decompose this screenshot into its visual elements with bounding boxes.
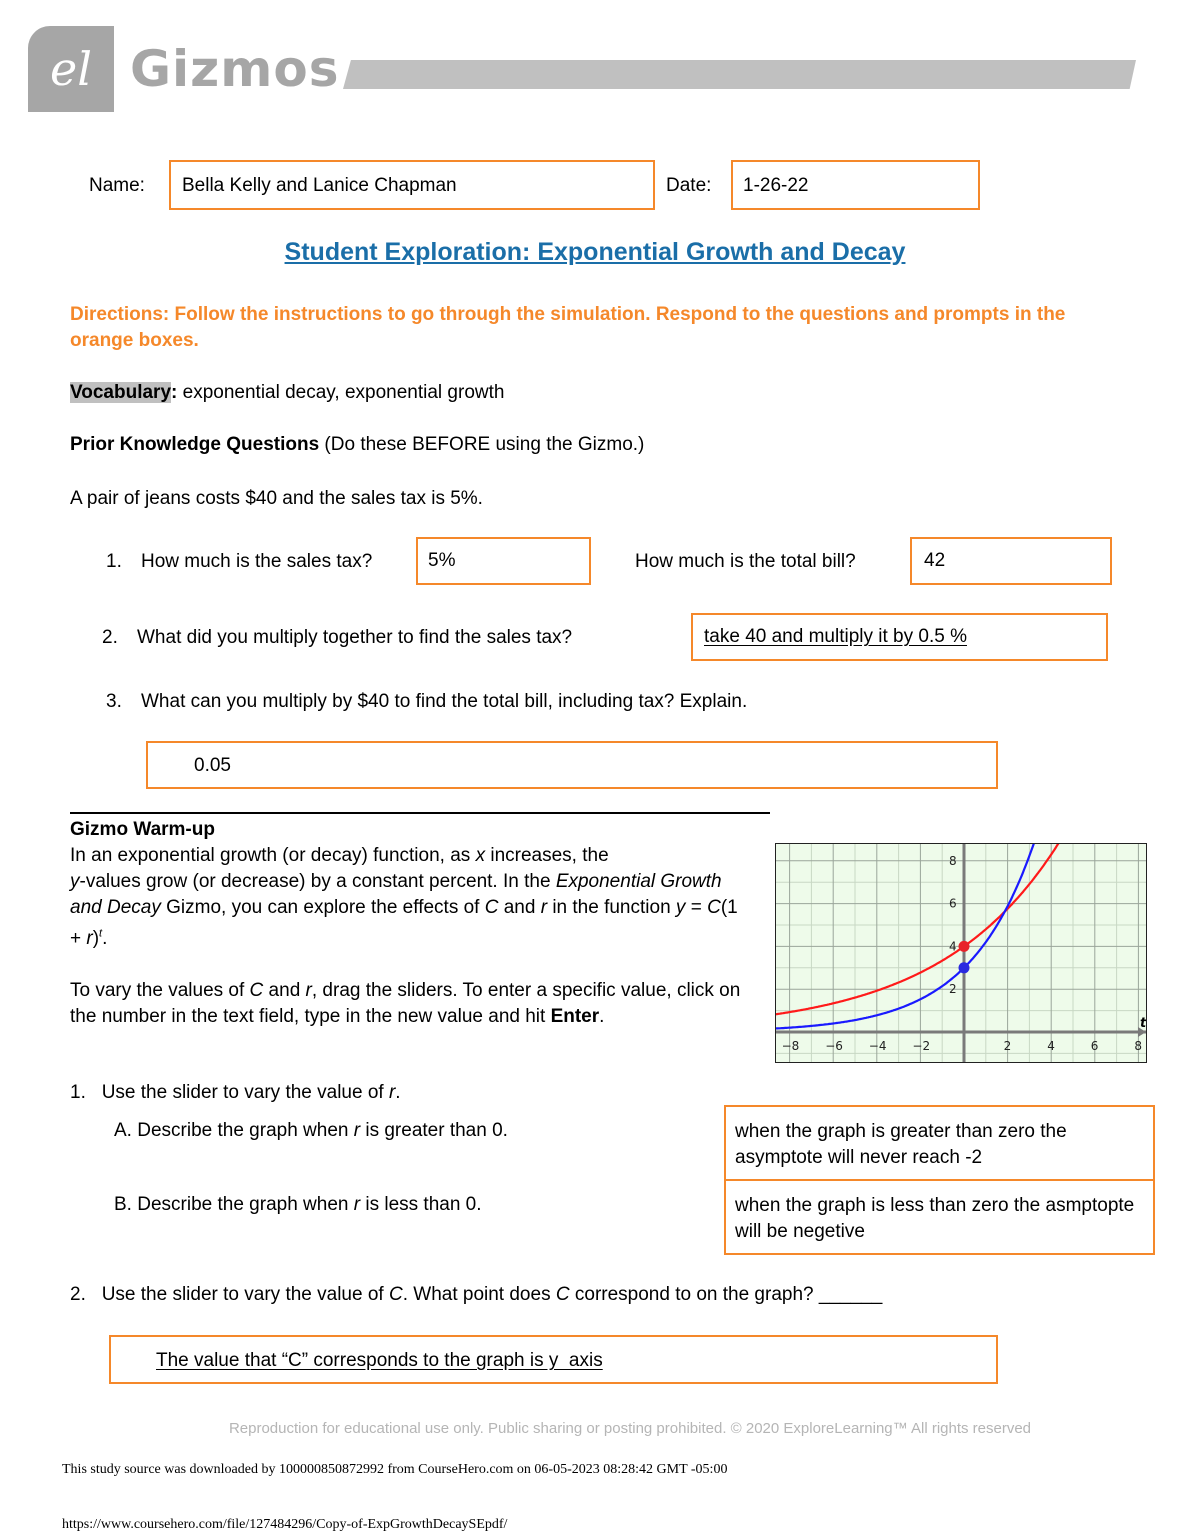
directions: Directions: Follow the instructions to go through the simulation. Respond to the questions and prompts in the orange boxes. [70, 304, 1066, 351]
warmup-heading: Gizmo Warm-up [70, 819, 215, 840]
vocabulary-colon: : [171, 382, 178, 403]
svg-text:8: 8 [949, 853, 957, 868]
r-greater-answer: when the graph is greater than zero the asymptote will never reach -2 [735, 1121, 1067, 1168]
r-greater-answer-field[interactable] [724, 1105, 1155, 1181]
svg-text:2: 2 [1003, 1039, 1012, 1053]
warmup-q1: 1. Use the slider to vary the value of r. [70, 1082, 401, 1103]
svg-text:−4: −4 [868, 1039, 887, 1053]
vocabulary-label: Vocabulary [70, 382, 172, 403]
pk-q1-question-b: How much is the total bill? [635, 551, 856, 572]
svg-text:−6: −6 [825, 1039, 843, 1053]
total-multiplier-answer-field[interactable] [146, 741, 998, 789]
date-field[interactable] [731, 160, 980, 210]
c-point-answer: The value that “C” corresponds to the graph is y axis [156, 1350, 603, 1371]
logo-glyph-icon: el [50, 42, 92, 96]
pk-q2-question: What did you multiply together to find the sales tax? [137, 627, 573, 648]
sales-tax-answer-field[interactable] [416, 537, 591, 585]
vocabulary-terms: exponential decay, exponential growth [177, 382, 505, 403]
section-divider [70, 812, 770, 814]
pk-q2-number: 2. [102, 627, 118, 648]
warmup-q1b: B. Describe the graph when r is less than 0. [114, 1194, 482, 1215]
date-value: 1-26-22 [743, 175, 809, 196]
page-title: Student Exploration: Exponential Growth and Decay [284, 238, 906, 266]
svg-text:4: 4 [1047, 1039, 1055, 1053]
blue-point-c [959, 962, 970, 973]
svg-text:−8: −8 [781, 1039, 800, 1053]
svg-text:4: 4 [949, 939, 957, 954]
t-axis-label: t [1140, 1016, 1146, 1031]
pk-q1-question-a: How much is the sales tax? [141, 551, 373, 572]
name-field[interactable] [169, 160, 655, 210]
prior-knowledge-heading [70, 432, 644, 458]
multiply-answer: take 40 and multiply it by 0.5 % [704, 626, 967, 647]
exponential-graph [775, 843, 1147, 1063]
pk-q3-number: 3. [106, 691, 122, 712]
gizmos-brand: Gizmos [130, 40, 340, 98]
warmup-para1: In an exponential growth (or decay) function, as x increases, the y-values grow (or decrease) by a constant percent. In the Exponential Growth and Decay Gizmo, you can explore the effects of C and r in the function $y = C(1 + r)^t$. [70, 845, 738, 950]
total-bill-answer: 42 [924, 550, 946, 571]
pk-q3-question: What can you multiply by $40 to find the total bill, including tax? Explain. [141, 691, 748, 712]
multiply-answer-field[interactable] [691, 613, 1108, 661]
warmup-q1a: A. Describe the graph when r is greater than 0. [114, 1120, 508, 1141]
red-point-c [959, 941, 970, 952]
warmup-q2: 2. Use the slider to vary the value of C. What point does C correspond to on the graph? ______ [70, 1284, 883, 1305]
svg-text:−2: −2 [912, 1039, 931, 1053]
blue-curve [776, 844, 1038, 1029]
name-label: Name: [89, 175, 145, 196]
svg-text:6: 6 [1090, 1039, 1099, 1053]
svg-text:2: 2 [949, 982, 957, 997]
warmup-para2: To vary the values of C and r, drag the sliders. To enter a specific value, click on the number in the text field, type in the new value and hit Enter. [70, 980, 741, 1028]
download-note: This study source was downloaded by 100000850872992 from CourseHero.com on 06-05-2023 08:28:42 GMT -05:00 [62, 1462, 728, 1477]
prior-knowledge-intro: A pair of jeans costs $40 and the sales tax is 5%. [70, 488, 483, 509]
total-multiplier-answer: 0.05 [194, 755, 231, 776]
c-point-answer-field[interactable] [109, 1335, 998, 1384]
svg-text:8: 8 [1134, 1039, 1143, 1053]
r-less-answer: when the graph is less than zero the asmptopte will be negetive [735, 1195, 1135, 1242]
warmup-section [70, 817, 750, 1030]
prior-knowledge-title: Prior Knowledge Questions [70, 434, 320, 455]
svg-text:6: 6 [949, 896, 957, 911]
pk-q1-number: 1. [106, 551, 122, 572]
sales-tax-answer: 5% [428, 550, 456, 571]
source-url[interactable]: https://www.coursehero.com/file/127484296/Copy-of-ExpGrowthDecaySEpdf/ [62, 1517, 508, 1532]
r-less-answer-field[interactable] [724, 1179, 1155, 1255]
graph-svg [776, 844, 1146, 1062]
total-bill-answer-field[interactable] [910, 537, 1112, 585]
vocabulary-line [70, 380, 504, 406]
header-bar [343, 60, 1136, 89]
prior-knowledge-note: (Do these BEFORE using the Gizmo.) [319, 434, 645, 455]
copyright-notice: Reproduction for educational use only. Public sharing or posting prohibited. © 2020 ExploreLearning™ All rights reserved [228, 1420, 1032, 1437]
name-value: Bella Kelly and Lanice Chapman [182, 175, 457, 196]
date-label: Date: [666, 175, 712, 196]
